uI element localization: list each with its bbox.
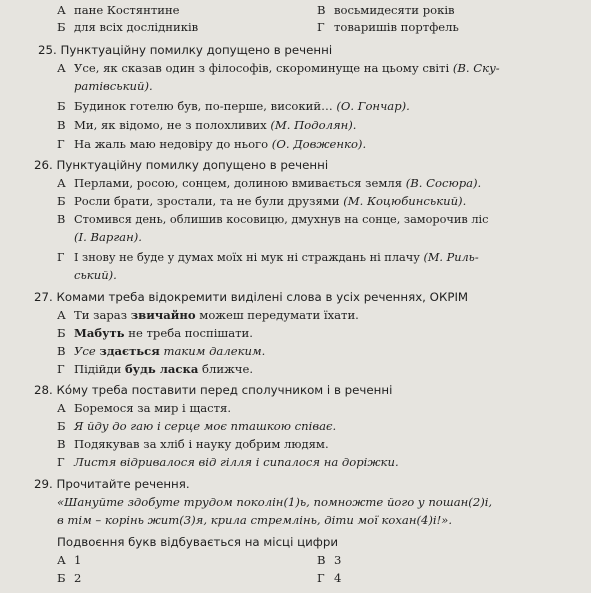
option-author: (М. Коцюбинський).: [343, 194, 467, 208]
option-author: (М. Подолян).: [270, 118, 357, 132]
option-text: Ти зараз: [74, 308, 131, 322]
q25-option-a: [57, 60, 500, 76]
highlighted-word: звичайно: [130, 308, 196, 322]
option-letter: В: [57, 118, 66, 132]
option-text: не треба поспішати.: [124, 326, 253, 340]
top-option-v: [317, 2, 455, 18]
option-text: Я йду до гаю і серце моє пташкою співає.: [74, 419, 337, 433]
q25-option-g: [57, 136, 366, 152]
option-author: (В. Ску-: [452, 61, 500, 75]
highlighted-word: Мабуть: [74, 326, 125, 340]
q27-option-v: [57, 343, 265, 359]
q29-quote-line-2: в тім – корінь жит(3)я, крила стремлінь, діти мої кохан(4)і!».: [57, 513, 453, 527]
q28-option-b: [57, 418, 336, 434]
option-text: Стомився день, облишив косовицю, дмухнув на сонце, заморочив ліс: [74, 213, 489, 226]
q29-prompt: Подвоєння букв відбувається на місці цифри: [57, 535, 339, 549]
option-letter: А: [57, 61, 66, 75]
q28-option-v: [57, 436, 329, 452]
option-letter: В: [57, 344, 66, 358]
option-text: восьмидесяти років: [334, 3, 455, 17]
option-text: Будинок готелю був, по-перше, високий…: [74, 99, 333, 113]
option-text: 4: [334, 571, 342, 585]
q26-option-g-author-cont: ський).: [74, 268, 117, 282]
option-author: (О. Гончар).: [336, 99, 410, 113]
option-letter: В: [317, 3, 326, 17]
top-option-g: [317, 19, 459, 35]
q29-option-g: [317, 570, 341, 586]
q25-option-v: [57, 117, 356, 133]
top-option-a: [57, 2, 180, 18]
option-author: (О. Довженко).: [271, 137, 367, 151]
option-text: Листя відривалося від гілля і сипалося на доріжки.: [74, 455, 399, 469]
option-text: 2: [74, 571, 82, 585]
option-text: Ми, як відомо, не з полохливих: [74, 118, 267, 132]
option-text: можеш передумати їхати.: [195, 308, 359, 322]
option-text: Перлами, росою, сонцем, долиною вмивається земля: [74, 176, 403, 190]
top-option-b: [57, 19, 198, 35]
q26-option-a: [57, 175, 481, 191]
option-text: І знову не буде у думах моїх ні мук ні страждань ні плачу: [74, 251, 420, 264]
option-text: Підійди: [74, 362, 125, 376]
option-letter: В: [317, 553, 326, 567]
q26-option-v-author: (І. Варган).: [74, 230, 142, 244]
option-letter: Б: [57, 571, 66, 585]
option-text: Росли брати, зростали, та не були друзями: [74, 194, 340, 208]
option-letter: Г: [57, 251, 65, 264]
option-author: (В. Сосюра).: [405, 176, 482, 190]
option-letter: А: [57, 401, 66, 415]
option-letter: В: [57, 437, 66, 451]
option-letter: А: [57, 553, 66, 567]
option-text: 3: [334, 553, 342, 567]
option-letter: А: [57, 308, 66, 322]
option-letter: Г: [317, 571, 325, 585]
option-letter: В: [57, 213, 66, 226]
option-letter: Б: [57, 20, 66, 34]
option-letter: А: [57, 176, 66, 190]
option-text: Усе, як сказав один з філософів, скороминуще на цьому світі: [74, 61, 450, 75]
q27-option-g: [57, 361, 253, 377]
option-text: таким далеким.: [159, 344, 266, 358]
q25-option-b: [57, 98, 410, 114]
option-text: товаришів портфель: [334, 20, 459, 34]
q29-option-v: [317, 552, 341, 568]
option-text: 1: [74, 553, 82, 567]
option-letter: Б: [57, 99, 66, 113]
option-text: для всіх дослідників: [74, 20, 199, 34]
option-text: Подякував за хліб і науку добрим людям.: [74, 437, 329, 451]
q29-option-b: [57, 570, 81, 586]
q27-option-b: [57, 325, 253, 341]
q26-option-b: [57, 193, 466, 209]
option-letter: Г: [57, 362, 65, 376]
question-25-title: 25. Пунктуаційну помилку допущено в реченні: [38, 43, 333, 57]
q28-option-a: [57, 400, 231, 416]
option-letter: Б: [57, 326, 66, 340]
question-28-title: 28. Кóму треба поставити перед сполучником і в реченні: [34, 383, 393, 397]
option-text: пане Костянтине: [74, 3, 180, 17]
highlighted-word: здається: [99, 344, 160, 358]
option-letter: Г: [57, 455, 65, 469]
option-text: ближче.: [198, 362, 254, 376]
question-27-title: 27. Комами треба відокремити виділені слова в усіх реченнях, ОКРІМ: [34, 290, 469, 304]
option-letter: А: [57, 3, 66, 17]
option-text: Усе: [74, 344, 100, 358]
option-letter: Г: [317, 20, 325, 34]
option-letter: Б: [57, 419, 66, 433]
option-letter: Г: [57, 137, 65, 151]
q27-option-a: [57, 307, 359, 323]
q29-option-a: [57, 552, 81, 568]
q25-option-a-author-cont: ратівський).: [74, 79, 153, 93]
question-29-title: 29. Прочитайте речення.: [34, 477, 190, 491]
option-author: (М. Риль-: [423, 251, 479, 264]
option-text: Боремося за мир і щастя.: [74, 401, 232, 415]
option-text: На жаль маю недовіру до нього: [74, 137, 269, 151]
q26-option-v: [57, 212, 489, 228]
q26-option-g: [57, 250, 479, 266]
option-letter: Б: [57, 194, 66, 208]
highlighted-word: будь ласка: [124, 362, 199, 376]
question-26-title: 26. Пунктуаційну помилку допущено в реченні: [34, 158, 329, 172]
q29-quote-line-1: «Шануйте здобуте трудом поколін(1)ь, помножте його у пошан(2)і,: [57, 495, 493, 509]
q28-option-g: [57, 454, 399, 470]
